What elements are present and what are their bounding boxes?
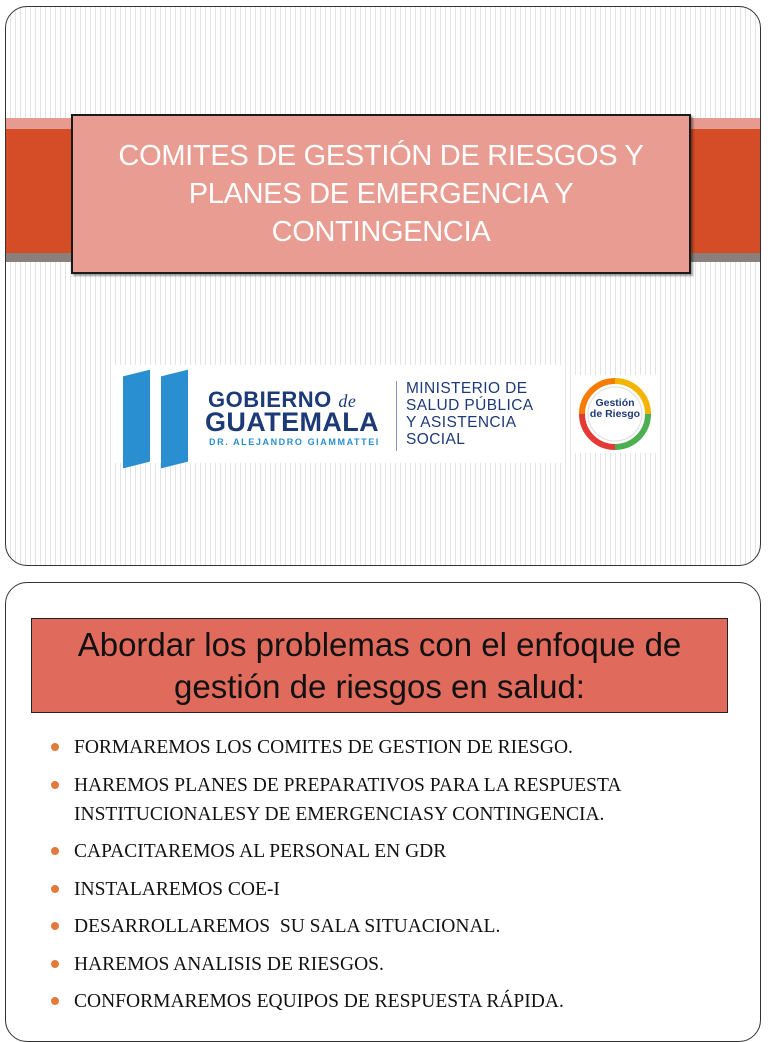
gdr-logo-text: Gestión de Riesgo: [589, 397, 641, 420]
heading-text: [78, 624, 682, 708]
flag-bar-icon: [161, 370, 188, 469]
logo-gobierno-line: GOBIERNO de: [208, 387, 357, 412]
bullet-dot-icon: [51, 997, 59, 1005]
bullet-dot-icon: [51, 743, 59, 751]
bullet-list: [48, 733, 738, 1025]
title-line: CONTINGENCIA: [271, 216, 491, 248]
slide-content: [5, 582, 761, 1042]
heading-box: [31, 618, 728, 713]
logo-guatemala-line: GUATEMALA: [205, 407, 380, 437]
logo-divider: [396, 381, 397, 451]
bullet-dot-icon: [51, 781, 59, 789]
bullet-dot-icon: [51, 885, 59, 893]
flag-bar-icon: [123, 370, 150, 469]
bullet-item: CAPACITAREMOS AL PERSONAL EN GDR: [48, 837, 738, 866]
heading-line: gestión de riesgos en salud:: [174, 667, 585, 705]
logo-president-line: DR. ALEJANDRO GIAMMATTEI: [209, 437, 380, 447]
bullet-dot-icon: [51, 960, 59, 968]
title-box: [71, 114, 691, 274]
bullet-item: INSTALAREMOS COE-I: [48, 875, 738, 904]
title-line: PLANES DE EMERGENCIA Y: [188, 178, 574, 210]
gestion-de-riesgo-logo: [572, 375, 658, 453]
heading-line: Abordar los problemas con el enfoque de: [77, 625, 682, 663]
logo-ministerio-text: MINISTERIO DE SALUD PÚBLICA Y ASISTENCIA SOCIAL: [406, 380, 534, 448]
gobierno-ministerio-logo: [113, 365, 563, 463]
bullet-item: FORMAREMOS LOS COMITES DE GESTION DE RIESGO.: [48, 733, 738, 762]
slide-title: [5, 6, 761, 566]
bullet-item: HAREMOS PLANES DE PREPARATIVOS PARA LA RESPUESTA INSTITUCIONALESY DE EMERGENCIASY CONTINGENCIA.: [48, 771, 738, 829]
bullet-item: DESARROLLAREMOS SU SALA SITUACIONAL.: [48, 912, 738, 941]
bullet-dot-icon: [51, 922, 59, 930]
slide-title-text: [108, 137, 653, 251]
title-line: COMITES DE GESTIÓN DE RIESGOS Y: [118, 140, 644, 172]
bullet-dot-icon: [51, 847, 59, 855]
bullet-item: HAREMOS ANALISIS DE RIESGOS.: [48, 950, 738, 979]
bullet-item: CONFORMAREMOS EQUIPOS DE RESPUESTA RÁPIDA.: [48, 987, 738, 1016]
